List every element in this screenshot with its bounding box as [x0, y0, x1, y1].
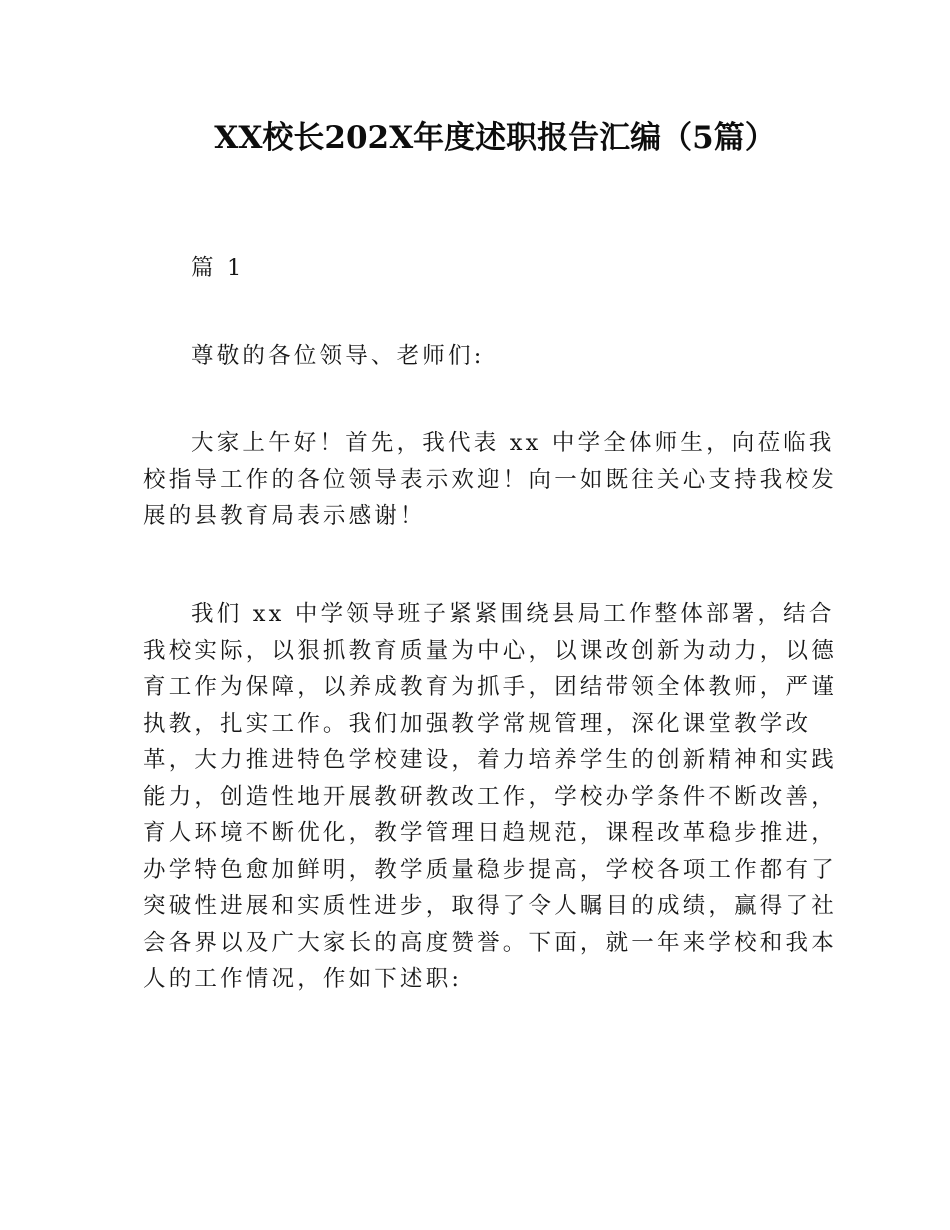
document-title: XX校长202X年度述职报告汇编（5篇）: [214, 120, 776, 156]
paragraph-line: 能力，创造性地开展教研教改工作，学校办学条件不断改善，: [143, 783, 837, 810]
paragraph-line: 大家上午好！首先，我代表 xx 中学全体师生，向莅临我: [191, 430, 835, 456]
paragraph-line: 人的工作情况，作如下述职:: [143, 966, 463, 992]
paragraph-line: 突破性进展和实质性进步，取得了令人瞩目的成绩，赢得了社: [143, 893, 837, 919]
paragraph-line: 育人环境不断优化，教学管理日趋规范，课程改革稳步推进，: [143, 820, 837, 846]
paragraph-line: 办学特色愈加鲜明，教学质量稳步提高，学校各项工作都有了: [143, 856, 837, 883]
paragraph-line: 我们 xx 中学领导班子紧紧围绕县局工作整体部署，结合: [191, 601, 835, 627]
section-label: 篇 1: [191, 255, 245, 281]
paragraph-line: 校指导工作的各位领导表示欢迎！向一如既往关心支持我校发: [143, 466, 837, 493]
paragraph-line: 革，大力推进特色学校建设，着力培养学生的创新精神和实践: [143, 747, 837, 773]
paragraph-line: 会各界以及广大家长的高度赞誉。下面，就一年来学校和我本: [143, 929, 837, 956]
paragraph-line: 我校实际，以狠抓教育质量为中心，以课改创新为动力，以德: [143, 637, 837, 664]
paragraph-line: 育工作为保障，以养成教育为抓手，团结带领全体教师，严谨: [143, 674, 837, 700]
salutation: 尊敬的各位领导、老师们:: [191, 343, 485, 369]
paragraph-greeting: [143, 425, 837, 535]
paragraph-line: 展的县教育局表示感谢！: [143, 503, 426, 529]
paragraph-summary: [143, 596, 837, 998]
paragraph-line: 执教，扎实工作。我们加强教学常规管理，深化课堂教学改: [143, 710, 812, 737]
